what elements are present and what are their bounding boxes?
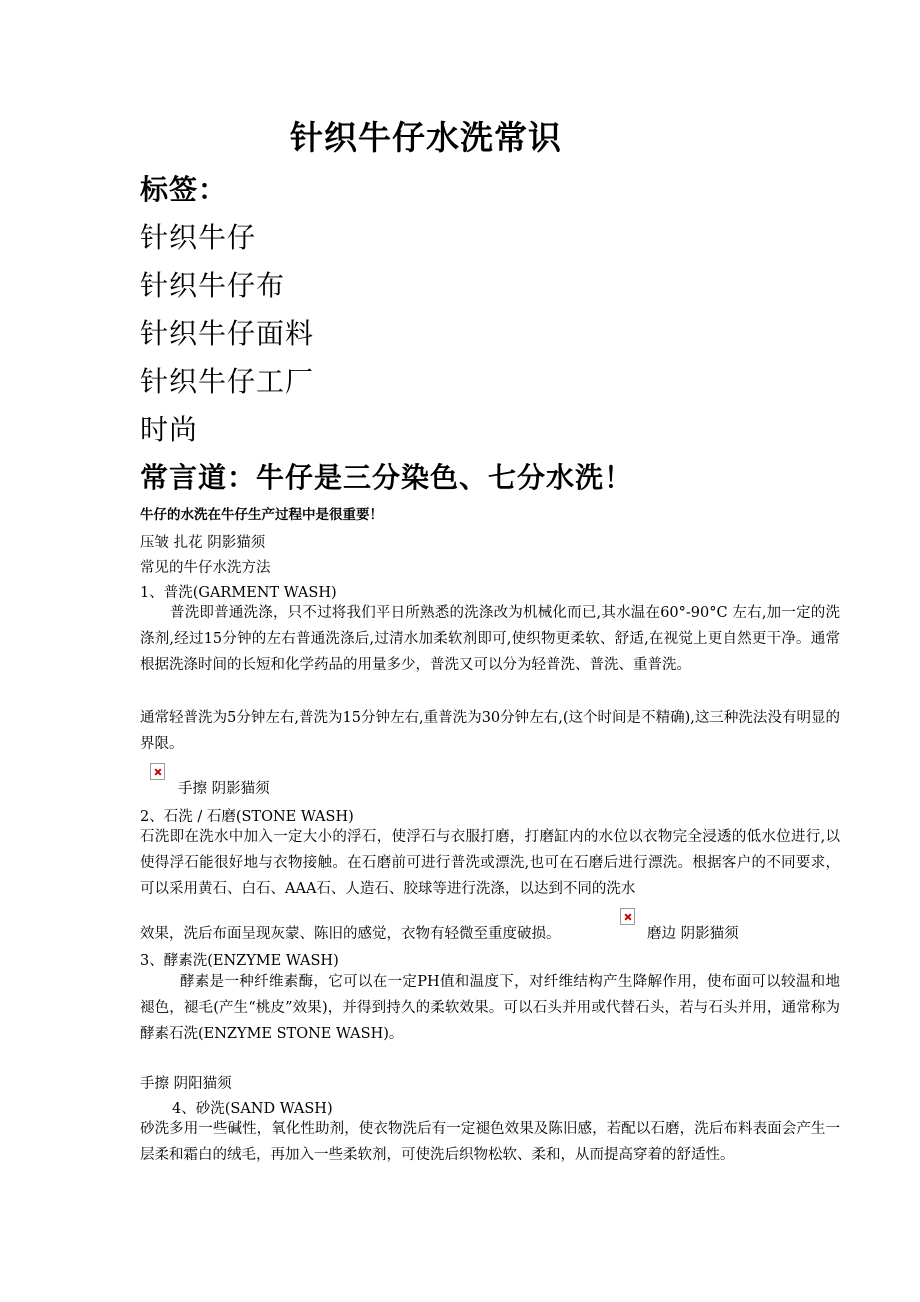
methods-heading: 常见的牛仔水洗方法 <box>140 560 271 576</box>
section-heading: 1、普洗(GARMENT WASH) <box>140 585 337 601</box>
broken-image-icon <box>150 763 165 780</box>
tag-item: 针织牛仔布 <box>140 269 286 302</box>
section-paragraph-end: 效果，洗后布面呈现灰蒙、陈旧的感觉，衣物有轻微至重度破损。 <box>140 926 561 942</box>
tag-item: 针织牛仔工厂 <box>140 365 315 398</box>
effects-line: 压皱 扎花 阴影猫须 <box>140 535 266 551</box>
tag-item: 时尚 <box>140 413 199 446</box>
importance-note: 牛仔的水洗在牛仔生产过程中是很重要！ <box>140 507 383 523</box>
image-caption: 手擦 阴阳猫须 <box>140 1076 232 1092</box>
tag-item: 针织牛仔面料 <box>140 317 315 350</box>
section-heading: 3、酵素洗(ENZYME WASH) <box>140 953 339 969</box>
section-paragraph: 砂洗多用一些碱性，氧化性助剂，使衣物洗后有一定褪色效果及陈旧感，若配以石磨，洗后布料表面会产生一层柔和霜白的绒毛，再加入一些柔软剂，可使洗后织物松软、柔和，从而提高穿着的舒适性。 <box>140 1121 840 1163</box>
slogan-heading: 常言道：牛仔是三分染色、七分水洗！ <box>140 461 634 494</box>
section-paragraph: 酵素是一种纤维素酶，它可以在一定PH值和温度下，对纤维结构产生降解作用，使布面可以较温和地褪色，褪毛(产生“桃皮”效果)，并得到持久的柔软效果。可以石头并用或代替石头，若与石头并用，通常称为酵素石洗(ENZYME STONE WASH)。 <box>140 974 840 1042</box>
page-title: 针织牛仔水洗常识 <box>290 118 562 157</box>
section-paragraph: 石洗即在洗水中加入一定大小的浮石，使浮石与衣服打磨，打磨缸内的水位以衣物完全浸透的低水位进行,以使得浮石能很好地与衣物接触。在石磨前可进行普洗或漂洗,也可在石磨后进行漂洗。根据客户的不同要求，可以采用黄石、白石、AAA石、人造石、胶球等进行洗涤，以达到不同的洗水 <box>140 829 840 897</box>
image-caption: 手擦 阴影猫须 <box>178 781 270 797</box>
broken-image-icon <box>620 908 635 925</box>
section-heading: 4、砂洗(SAND WASH) <box>172 1101 333 1117</box>
section-heading: 2、石洗 / 石磨(STONE WASH) <box>140 809 354 825</box>
tags-label: 标签： <box>140 173 228 206</box>
section-paragraph: 通常轻普洗为5分钟左右,普洗为15分钟左右,重普洗为30分钟左右,(这个时间是不精确),这三种洗法没有明显的界限。 <box>140 710 840 752</box>
image-caption: 磨边 阴影猫须 <box>647 926 739 942</box>
section-paragraph: 普洗即普通洗涤，只不过将我们平日所熟悉的洗涤改为机械化而已,其水温在60°-90°C 左右,加一定的洗涤剂,经过15分钟的左右普通洗涤后,过清水加柔软剂即可,使织物更柔软、舒适,在视觉上更自然更干净。通常根据洗涤时间的长短和化学药品的用量多少，普洗又可以分为轻普洗、普洗、重普洗。 <box>140 605 840 673</box>
tag-item: 针织牛仔 <box>140 221 257 254</box>
